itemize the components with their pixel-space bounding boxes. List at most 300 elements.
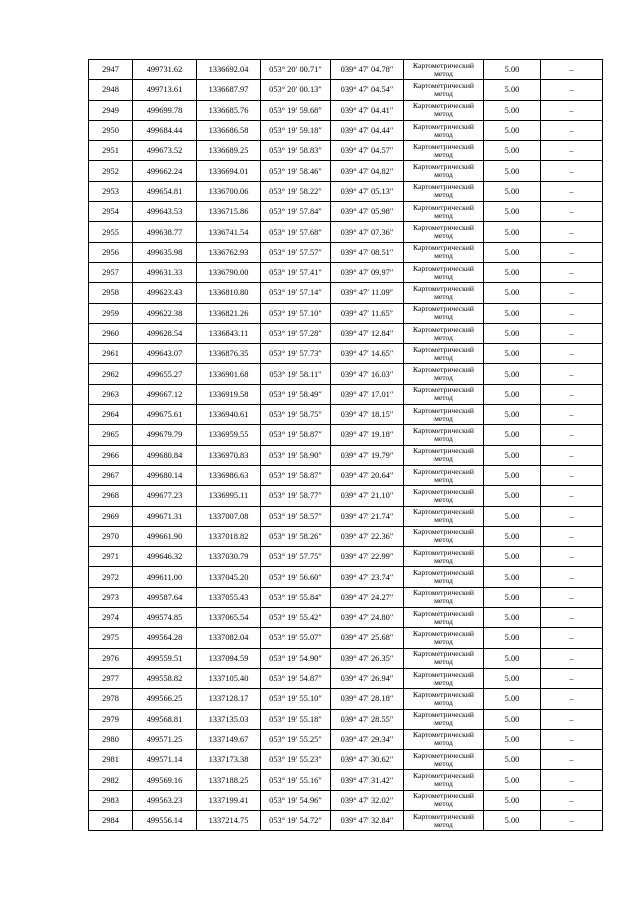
note-cell: – [541,384,603,404]
accuracy-cell: 5.00 [484,60,541,80]
latitude-cell: 053° 19′ 58.87″ [261,425,331,445]
x-coordinate-cell: 499623.43 [133,283,197,303]
y-coordinate-cell: 1336821.26 [197,303,261,323]
point-number-cell: 2950 [89,120,133,140]
table-row [89,283,603,303]
note-cell: – [541,668,603,688]
note-cell: – [541,750,603,770]
y-coordinate-cell: 1337135.03 [197,709,261,729]
table-row [89,445,603,465]
longitude-cell: 039° 47′ 24.80″ [331,608,404,628]
table-row [89,465,603,485]
method-cell: Картометрический метод [404,750,484,770]
y-coordinate-cell: 1336692.04 [197,60,261,80]
longitude-cell: 039° 47′ 25.68″ [331,628,404,648]
point-number-cell: 2971 [89,547,133,567]
x-coordinate-cell: 499571.25 [133,729,197,749]
x-coordinate-cell: 499713.61 [133,80,197,100]
table-row [89,262,603,282]
latitude-cell: 053° 20′ 00.71″ [261,60,331,80]
latitude-cell: 053° 19′ 55.42″ [261,608,331,628]
point-number-cell: 2947 [89,60,133,80]
accuracy-cell: 5.00 [484,262,541,282]
accuracy-cell: 5.00 [484,648,541,668]
note-cell: – [541,689,603,709]
method-cell: Картометрический метод [404,628,484,648]
point-number-cell: 2951 [89,141,133,161]
longitude-cell: 039° 47′ 24.27″ [331,587,404,607]
method-cell: Картометрический метод [404,648,484,668]
table-row [89,303,603,323]
latitude-cell: 053° 19′ 55.10″ [261,689,331,709]
point-number-cell: 2958 [89,283,133,303]
x-coordinate-cell: 499675.61 [133,405,197,425]
longitude-cell: 039° 47′ 17.01″ [331,384,404,404]
x-coordinate-cell: 499564.28 [133,628,197,648]
note-cell: – [541,465,603,485]
method-cell: Картометрический метод [404,364,484,384]
method-cell: Картометрический метод [404,100,484,120]
y-coordinate-cell: 1337018.82 [197,526,261,546]
latitude-cell: 053° 19′ 57.14″ [261,283,331,303]
point-number-cell: 2952 [89,161,133,181]
x-coordinate-cell: 499731.62 [133,60,197,80]
point-number-cell: 2981 [89,750,133,770]
method-cell: Картометрический метод [404,242,484,262]
longitude-cell: 039° 47′ 11.65″ [331,303,404,323]
accuracy-cell: 5.00 [484,445,541,465]
longitude-cell: 039° 47′ 26.35″ [331,648,404,668]
note-cell: – [541,364,603,384]
note-cell: – [541,120,603,140]
note-cell: – [541,547,603,567]
latitude-cell: 053° 19′ 58.22″ [261,181,331,201]
longitude-cell: 039° 47′ 04.54″ [331,80,404,100]
table-row [89,547,603,567]
y-coordinate-cell: 1336901.68 [197,364,261,384]
point-number-cell: 2977 [89,668,133,688]
latitude-cell: 053° 19′ 58.87″ [261,465,331,485]
longitude-cell: 039° 47′ 29.34″ [331,729,404,749]
accuracy-cell: 5.00 [484,526,541,546]
table-row [89,100,603,120]
point-number-cell: 2979 [89,709,133,729]
y-coordinate-cell: 1337094.59 [197,648,261,668]
x-coordinate-cell: 499574.85 [133,608,197,628]
latitude-cell: 053° 19′ 58.57″ [261,506,331,526]
note-cell: – [541,283,603,303]
accuracy-cell: 5.00 [484,689,541,709]
y-coordinate-cell: 1336715.86 [197,202,261,222]
method-cell: Картометрический метод [404,405,484,425]
note-cell: – [541,425,603,445]
longitude-cell: 039° 47′ 32.84″ [331,810,404,830]
method-cell: Картометрический метод [404,526,484,546]
method-cell: Картометрический метод [404,567,484,587]
x-coordinate-cell: 499667.12 [133,384,197,404]
note-cell: – [541,445,603,465]
y-coordinate-cell: 1336687.97 [197,80,261,100]
y-coordinate-cell: 1337188.25 [197,770,261,790]
point-number-cell: 2967 [89,465,133,485]
method-cell: Картометрический метод [404,709,484,729]
method-cell: Картометрический метод [404,181,484,201]
point-number-cell: 2963 [89,384,133,404]
method-cell: Картометрический метод [404,344,484,364]
accuracy-cell: 5.00 [484,283,541,303]
point-number-cell: 2978 [89,689,133,709]
point-number-cell: 2960 [89,323,133,343]
table-row [89,141,603,161]
method-cell: Картометрический метод [404,729,484,749]
longitude-cell: 039° 47′ 04.82″ [331,161,404,181]
point-number-cell: 2969 [89,506,133,526]
y-coordinate-cell: 1337128.17 [197,689,261,709]
y-coordinate-cell: 1337105.40 [197,668,261,688]
latitude-cell: 053° 19′ 58.46″ [261,161,331,181]
note-cell: – [541,608,603,628]
table-row [89,790,603,810]
y-coordinate-cell: 1337055.43 [197,587,261,607]
point-number-cell: 2968 [89,486,133,506]
note-cell: – [541,262,603,282]
point-number-cell: 2980 [89,729,133,749]
method-cell: Картометрический метод [404,80,484,100]
method-cell: Картометрический метод [404,323,484,343]
latitude-cell: 053° 19′ 54.87″ [261,668,331,688]
accuracy-cell: 5.00 [484,790,541,810]
accuracy-cell: 5.00 [484,608,541,628]
point-number-cell: 2948 [89,80,133,100]
table-row [89,587,603,607]
table-row [89,729,603,749]
x-coordinate-cell: 499654.81 [133,181,197,201]
accuracy-cell: 5.00 [484,181,541,201]
accuracy-cell: 5.00 [484,425,541,445]
longitude-cell: 039° 47′ 22.99″ [331,547,404,567]
table-row [89,202,603,222]
x-coordinate-cell: 499643.07 [133,344,197,364]
point-number-cell: 2975 [89,628,133,648]
method-cell: Картометрический метод [404,608,484,628]
note-cell: – [541,648,603,668]
point-number-cell: 2974 [89,608,133,628]
latitude-cell: 053° 19′ 59.68″ [261,100,331,120]
y-coordinate-cell: 1336685.76 [197,100,261,120]
y-coordinate-cell: 1336689.25 [197,141,261,161]
note-cell: – [541,303,603,323]
longitude-cell: 039° 47′ 19.18″ [331,425,404,445]
point-number-cell: 2983 [89,790,133,810]
longitude-cell: 039° 47′ 22.36″ [331,526,404,546]
latitude-cell: 053° 19′ 58.83″ [261,141,331,161]
table-row [89,567,603,587]
point-number-cell: 2965 [89,425,133,445]
method-cell: Картометрический метод [404,790,484,810]
x-coordinate-cell: 499628.54 [133,323,197,343]
table-row [89,689,603,709]
accuracy-cell: 5.00 [484,120,541,140]
table-row [89,120,603,140]
point-number-cell: 2984 [89,810,133,830]
longitude-cell: 039° 47′ 12.84″ [331,323,404,343]
latitude-cell: 053° 19′ 55.16″ [261,770,331,790]
y-coordinate-cell: 1336843.11 [197,323,261,343]
longitude-cell: 039° 47′ 16.03″ [331,364,404,384]
accuracy-cell: 5.00 [484,161,541,181]
table-row [89,364,603,384]
latitude-cell: 053° 19′ 55.84″ [261,587,331,607]
point-number-cell: 2959 [89,303,133,323]
y-coordinate-cell: 1336790.00 [197,262,261,282]
longitude-cell: 039° 47′ 20.64″ [331,465,404,485]
longitude-cell: 039° 47′ 28.55″ [331,709,404,729]
y-coordinate-cell: 1336970.83 [197,445,261,465]
longitude-cell: 039° 47′ 05.98″ [331,202,404,222]
coordinates-table-body [89,60,603,831]
table-row [89,709,603,729]
note-cell: – [541,587,603,607]
latitude-cell: 053° 19′ 57.57″ [261,242,331,262]
latitude-cell: 053° 19′ 57.68″ [261,222,331,242]
x-coordinate-cell: 499587.64 [133,587,197,607]
accuracy-cell: 5.00 [484,506,541,526]
accuracy-cell: 5.00 [484,100,541,120]
x-coordinate-cell: 499680.84 [133,445,197,465]
method-cell: Картометрический метод [404,668,484,688]
y-coordinate-cell: 1336919.58 [197,384,261,404]
accuracy-cell: 5.00 [484,344,541,364]
table-row [89,628,603,648]
accuracy-cell: 5.00 [484,80,541,100]
accuracy-cell: 5.00 [484,303,541,323]
latitude-cell: 053° 19′ 57.28″ [261,323,331,343]
x-coordinate-cell: 499571.14 [133,750,197,770]
accuracy-cell: 5.00 [484,770,541,790]
x-coordinate-cell: 499635.98 [133,242,197,262]
longitude-cell: 039° 47′ 07.36″ [331,222,404,242]
note-cell: – [541,567,603,587]
note-cell: – [541,202,603,222]
y-coordinate-cell: 1336940.61 [197,405,261,425]
y-coordinate-cell: 1337030.79 [197,547,261,567]
point-number-cell: 2972 [89,567,133,587]
point-number-cell: 2954 [89,202,133,222]
point-number-cell: 2961 [89,344,133,364]
note-cell: – [541,770,603,790]
y-coordinate-cell: 1336876.35 [197,344,261,364]
latitude-cell: 053° 19′ 58.49″ [261,384,331,404]
x-coordinate-cell: 499655.27 [133,364,197,384]
note-cell: – [541,405,603,425]
table-row [89,323,603,343]
x-coordinate-cell: 499677.23 [133,486,197,506]
x-coordinate-cell: 499559.51 [133,648,197,668]
note-cell: – [541,344,603,364]
y-coordinate-cell: 1337214.75 [197,810,261,830]
table-row [89,344,603,364]
accuracy-cell: 5.00 [484,810,541,830]
y-coordinate-cell: 1337173.38 [197,750,261,770]
method-cell: Картометрический метод [404,506,484,526]
latitude-cell: 053° 19′ 59.18″ [261,120,331,140]
longitude-cell: 039° 47′ 19.79″ [331,445,404,465]
accuracy-cell: 5.00 [484,384,541,404]
method-cell: Картометрический метод [404,141,484,161]
note-cell: – [541,242,603,262]
longitude-cell: 039° 47′ 26.94″ [331,668,404,688]
longitude-cell: 039° 47′ 30.62″ [331,750,404,770]
x-coordinate-cell: 499558.82 [133,668,197,688]
accuracy-cell: 5.00 [484,242,541,262]
x-coordinate-cell: 499569.16 [133,770,197,790]
latitude-cell: 053° 19′ 57.84″ [261,202,331,222]
table-row [89,770,603,790]
x-coordinate-cell: 499646.32 [133,547,197,567]
longitude-cell: 039° 47′ 21.74″ [331,506,404,526]
x-coordinate-cell: 499622.38 [133,303,197,323]
latitude-cell: 053° 19′ 56.60″ [261,567,331,587]
latitude-cell: 053° 19′ 57.10″ [261,303,331,323]
note-cell: – [541,729,603,749]
point-number-cell: 2957 [89,262,133,282]
table-row [89,668,603,688]
accuracy-cell: 5.00 [484,668,541,688]
table-row [89,526,603,546]
point-number-cell: 2976 [89,648,133,668]
y-coordinate-cell: 1336694.01 [197,161,261,181]
accuracy-cell: 5.00 [484,364,541,384]
latitude-cell: 053° 19′ 55.25″ [261,729,331,749]
longitude-cell: 039° 47′ 18.15″ [331,405,404,425]
longitude-cell: 039° 47′ 14.65″ [331,344,404,364]
method-cell: Картометрический метод [404,587,484,607]
method-cell: Картометрический метод [404,810,484,830]
note-cell: – [541,506,603,526]
y-coordinate-cell: 1336686.58 [197,120,261,140]
x-coordinate-cell: 499680.14 [133,465,197,485]
method-cell: Картометрический метод [404,486,484,506]
latitude-cell: 053° 19′ 54.96″ [261,790,331,810]
point-number-cell: 2982 [89,770,133,790]
method-cell: Картометрический метод [404,303,484,323]
x-coordinate-cell: 499699.78 [133,100,197,120]
longitude-cell: 039° 47′ 23.74″ [331,567,404,587]
accuracy-cell: 5.00 [484,729,541,749]
note-cell: – [541,709,603,729]
latitude-cell: 053° 19′ 54.72″ [261,810,331,830]
note-cell: – [541,100,603,120]
accuracy-cell: 5.00 [484,486,541,506]
method-cell: Картометрический метод [404,161,484,181]
accuracy-cell: 5.00 [484,567,541,587]
longitude-cell: 039° 47′ 28.18″ [331,689,404,709]
x-coordinate-cell: 499631.33 [133,262,197,282]
longitude-cell: 039° 47′ 04.44″ [331,120,404,140]
x-coordinate-cell: 499662.24 [133,161,197,181]
note-cell: – [541,790,603,810]
table-row [89,425,603,445]
y-coordinate-cell: 1337082.04 [197,628,261,648]
method-cell: Картометрический метод [404,120,484,140]
x-coordinate-cell: 499611.00 [133,567,197,587]
y-coordinate-cell: 1337007.08 [197,506,261,526]
accuracy-cell: 5.00 [484,405,541,425]
note-cell: – [541,80,603,100]
table-row [89,384,603,404]
latitude-cell: 053° 19′ 55.23″ [261,750,331,770]
point-number-cell: 2949 [89,100,133,120]
latitude-cell: 053° 19′ 55.07″ [261,628,331,648]
point-number-cell: 2956 [89,242,133,262]
longitude-cell: 039° 47′ 32.02″ [331,790,404,810]
x-coordinate-cell: 499661.90 [133,526,197,546]
accuracy-cell: 5.00 [484,587,541,607]
table-row [89,60,603,80]
table-row [89,486,603,506]
accuracy-cell: 5.00 [484,547,541,567]
method-cell: Картометрический метод [404,202,484,222]
longitude-cell: 039° 47′ 11.09″ [331,283,404,303]
note-cell: – [541,526,603,546]
coordinates-table [88,59,603,831]
note-cell: – [541,181,603,201]
longitude-cell: 039° 47′ 04.41″ [331,100,404,120]
note-cell: – [541,222,603,242]
x-coordinate-cell: 499638.77 [133,222,197,242]
latitude-cell: 053° 19′ 58.77″ [261,486,331,506]
method-cell: Картометрический метод [404,465,484,485]
method-cell: Картометрический метод [404,547,484,567]
method-cell: Картометрический метод [404,384,484,404]
x-coordinate-cell: 499643.53 [133,202,197,222]
point-number-cell: 2973 [89,587,133,607]
longitude-cell: 039° 47′ 09.97″ [331,262,404,282]
x-coordinate-cell: 499568.81 [133,709,197,729]
table-row [89,648,603,668]
accuracy-cell: 5.00 [484,202,541,222]
note-cell: – [541,161,603,181]
x-coordinate-cell: 499563.23 [133,790,197,810]
x-coordinate-cell: 499556.14 [133,810,197,830]
latitude-cell: 053° 19′ 57.75″ [261,547,331,567]
y-coordinate-cell: 1336986.63 [197,465,261,485]
latitude-cell: 053° 19′ 58.75″ [261,405,331,425]
latitude-cell: 053° 20′ 00.13″ [261,80,331,100]
table-row [89,810,603,830]
note-cell: – [541,810,603,830]
x-coordinate-cell: 499671.31 [133,506,197,526]
point-number-cell: 2970 [89,526,133,546]
point-number-cell: 2964 [89,405,133,425]
method-cell: Картометрический метод [404,770,484,790]
table-row [89,506,603,526]
table-row [89,161,603,181]
y-coordinate-cell: 1337045.20 [197,567,261,587]
longitude-cell: 039° 47′ 04.78″ [331,60,404,80]
y-coordinate-cell: 1336959.55 [197,425,261,445]
y-coordinate-cell: 1337199.41 [197,790,261,810]
x-coordinate-cell: 499673.52 [133,141,197,161]
longitude-cell: 039° 47′ 21.10″ [331,486,404,506]
accuracy-cell: 5.00 [484,465,541,485]
method-cell: Картометрический метод [404,445,484,465]
point-number-cell: 2953 [89,181,133,201]
latitude-cell: 053° 19′ 57.73″ [261,344,331,364]
table-row [89,750,603,770]
note-cell: – [541,141,603,161]
y-coordinate-cell: 1336810.80 [197,283,261,303]
